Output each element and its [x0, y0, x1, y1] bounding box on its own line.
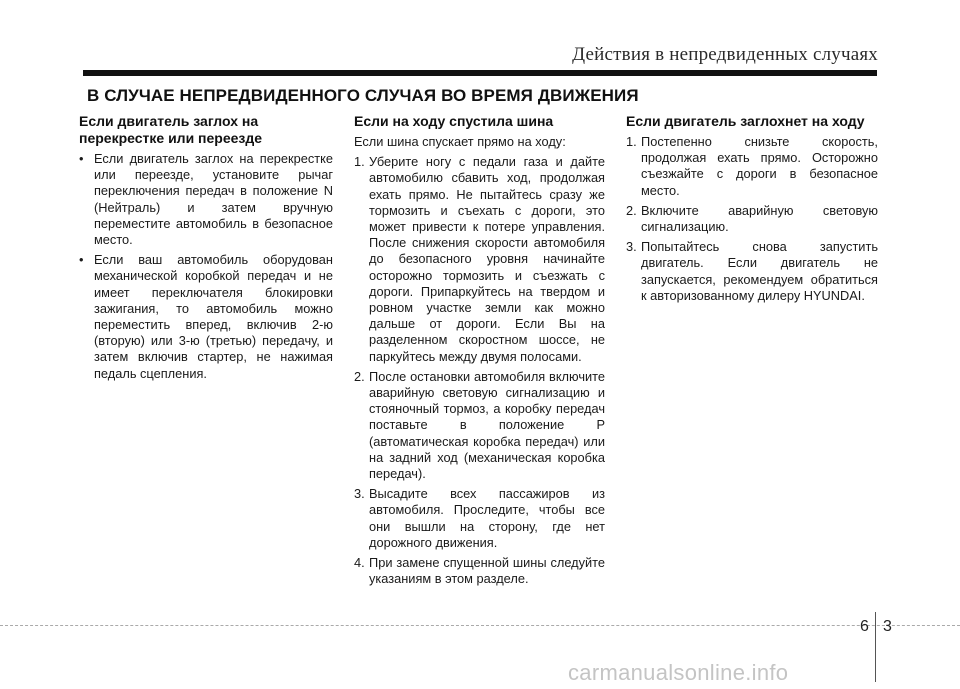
- list-item: [79, 252, 333, 382]
- list-item-text: Включите аварийную световую сигнализацию.: [641, 202, 878, 235]
- list-marker: 4.: [354, 555, 365, 571]
- list-item-text: Если двигатель заглох на перекрестке или переезде, установите рычаг переключения передач в положение N (Нейтраль) и затем вручную переместите автомобиль в безопасное место.: [94, 151, 333, 248]
- list-item: [79, 151, 333, 248]
- footer-rule: [0, 625, 960, 626]
- list-item-text: При замене спущенной шины следуйте указаниям в этом разделе.: [369, 555, 605, 587]
- list-item-text: Если ваш автомобиль оборудован механической коробкой передач и не имеет переключателя блокировки зажигания, то автомобиль можно переместить вперед, включив 2-ю (вторую) или 3-ю (третью) передачу, и затем включив стартер, не нажимая педаль сцепления.: [94, 252, 333, 381]
- chapter-number: 6: [860, 618, 869, 635]
- list-item-text: Попытайтесь снова запустить двигатель. Если двигатель не запускается, рекомендуем обратиться к авторизованному дилеру HYUNDAI.: [641, 239, 878, 303]
- list-item: [626, 239, 878, 304]
- list-marker: •: [79, 252, 84, 268]
- page-number-divider: [875, 612, 876, 682]
- list-item: [354, 154, 605, 365]
- list-item-text: Постепенно снизьте скорость, продолжая ехать прямо. Осторожно съезжайте с дороги в безопасное место.: [641, 134, 878, 198]
- list-item-text: Высадите всех пассажиров из автомобиля. Проследите, чтобы все они вышли на сторону, где нет дорожного движения.: [369, 486, 605, 550]
- list-item: [626, 134, 878, 199]
- column-heading: Если на ходу спустила шина: [354, 113, 554, 129]
- list-item-text: Уберите ногу с педали газа и дайте автомобилю сбавить ход, продолжая ехать прямо. Не пытайтесь сразу же тормозить и съехать с дороги, это может привести к потере управления. После снижения скорости автомобиля до безопасного уровня начинайте осторожно тормозить и съезжать с дороги. Припаркуйтесь на твердом и ровном участке земли как можно дальше от дороги. Если Вы на разделенном скоростном шоссе, не паркуйтесь между двумя полосами.: [369, 154, 605, 364]
- column-flat-tire: [354, 113, 605, 591]
- list-marker: 1.: [354, 154, 365, 170]
- list-marker: 2.: [354, 368, 365, 384]
- watermark: carmanualsonline.info: [568, 660, 789, 685]
- list-item: [354, 555, 605, 587]
- numbered-list: [354, 154, 605, 587]
- column-engine-stall-driving: [626, 113, 878, 308]
- list-item: [354, 369, 605, 482]
- column-intro: Если шина спускает прямо на ходу:: [354, 134, 566, 149]
- header-rule: [83, 70, 877, 76]
- list-marker: •: [79, 151, 84, 166]
- list-marker: 1.: [626, 134, 637, 149]
- bullet-list: [79, 151, 333, 382]
- list-item: [354, 486, 605, 551]
- column-heading: Если двигатель заглохнет на ходу: [626, 113, 865, 129]
- list-marker: 3.: [626, 239, 637, 255]
- list-marker: 2.: [626, 202, 637, 218]
- header-title: Действия в непредвиденных случаях: [572, 44, 878, 65]
- list-item: [626, 203, 878, 235]
- column-engine-stall-crossing: [79, 113, 333, 386]
- list-marker: 3.: [354, 486, 365, 502]
- section-title: В СЛУЧАЕ НЕПРЕДВИДЕННОГО СЛУЧАЯ ВО ВРЕМЯ ДВИЖЕНИЯ: [87, 86, 639, 105]
- page-number: 3: [883, 618, 892, 635]
- list-item-text: После остановки автомобиля включите аварийную световую сигнализацию и стояночный тормоз, а коробку передач поставьте в положение P (автоматическая коробка передач) или на задний ход (механическая коробка передач).: [369, 368, 605, 482]
- column-heading: Если двигатель заглох на перекрестке или переезде: [79, 113, 263, 146]
- numbered-list: [626, 134, 878, 304]
